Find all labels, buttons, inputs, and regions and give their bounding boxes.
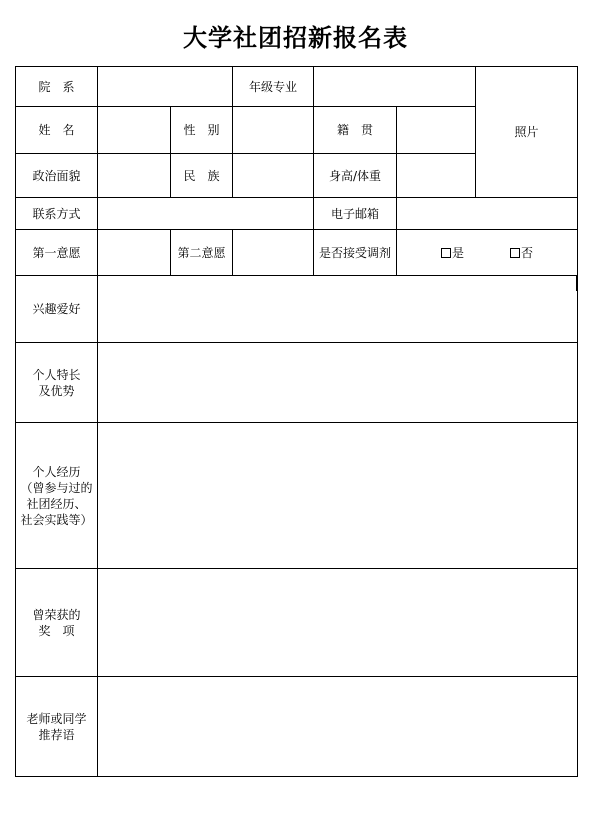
gender-label: 性 别 bbox=[171, 107, 233, 154]
recommendation-label: 老师或同学 推荐语 bbox=[16, 677, 98, 777]
awards-label: 曾荣获的 奖 项 bbox=[16, 569, 98, 677]
department-label: 院 系 bbox=[16, 67, 98, 107]
photo-cell[interactable] bbox=[476, 67, 578, 198]
gender-input[interactable] bbox=[233, 107, 314, 154]
option-yes[interactable] bbox=[441, 245, 464, 261]
email-label: 电子邮箱 bbox=[314, 198, 397, 230]
height-weight-label: 身高/体重 bbox=[314, 154, 397, 198]
department-input[interactable] bbox=[98, 67, 233, 107]
registration-form-table bbox=[15, 66, 578, 777]
contact-label: 联系方式 bbox=[16, 198, 98, 230]
option-no-label: 否 bbox=[521, 245, 534, 260]
awards-input[interactable] bbox=[98, 569, 578, 677]
edge-mark bbox=[576, 275, 578, 291]
option-no[interactable] bbox=[510, 245, 533, 261]
interests-label: 兴趣爱好 bbox=[16, 276, 98, 343]
recommendation-input[interactable] bbox=[98, 677, 578, 777]
checkbox-icon[interactable] bbox=[510, 248, 520, 258]
experience-input[interactable] bbox=[98, 423, 578, 569]
first-choice-input[interactable] bbox=[98, 230, 171, 276]
grade-major-input[interactable] bbox=[314, 67, 476, 107]
name-label: 姓 名 bbox=[16, 107, 98, 154]
native-place-input[interactable] bbox=[397, 107, 476, 154]
form-title: 大学社团招新报名表 bbox=[183, 23, 408, 52]
accept-adjust-options bbox=[397, 230, 578, 276]
grade-major-label: 年级专业 bbox=[233, 67, 314, 107]
ethnicity-label: 民 族 bbox=[171, 154, 233, 198]
native-place-label: 籍 贯 bbox=[314, 107, 397, 154]
checkbox-icon[interactable] bbox=[441, 248, 451, 258]
interests-input[interactable] bbox=[98, 276, 578, 343]
experience-label: 个人经历 （曾参与过的 社团经历、 社会实践等） bbox=[16, 423, 98, 569]
ethnicity-input[interactable] bbox=[233, 154, 314, 198]
accept-adjust-label: 是否接受调剂 bbox=[314, 230, 397, 276]
name-input[interactable] bbox=[98, 107, 171, 154]
first-choice-label: 第一意愿 bbox=[16, 230, 98, 276]
second-choice-input[interactable] bbox=[233, 230, 314, 276]
email-input[interactable] bbox=[397, 198, 578, 230]
photo-label: 照片 bbox=[514, 125, 539, 139]
contact-input[interactable] bbox=[98, 198, 314, 230]
second-choice-label: 第二意愿 bbox=[171, 230, 233, 276]
height-weight-input[interactable] bbox=[397, 154, 476, 198]
strengths-input[interactable] bbox=[98, 343, 578, 423]
political-status-input[interactable] bbox=[98, 154, 171, 198]
strengths-label: 个人特长 及优势 bbox=[16, 343, 98, 423]
political-status-label: 政治面貌 bbox=[16, 154, 98, 198]
option-yes-label: 是 bbox=[451, 245, 464, 260]
